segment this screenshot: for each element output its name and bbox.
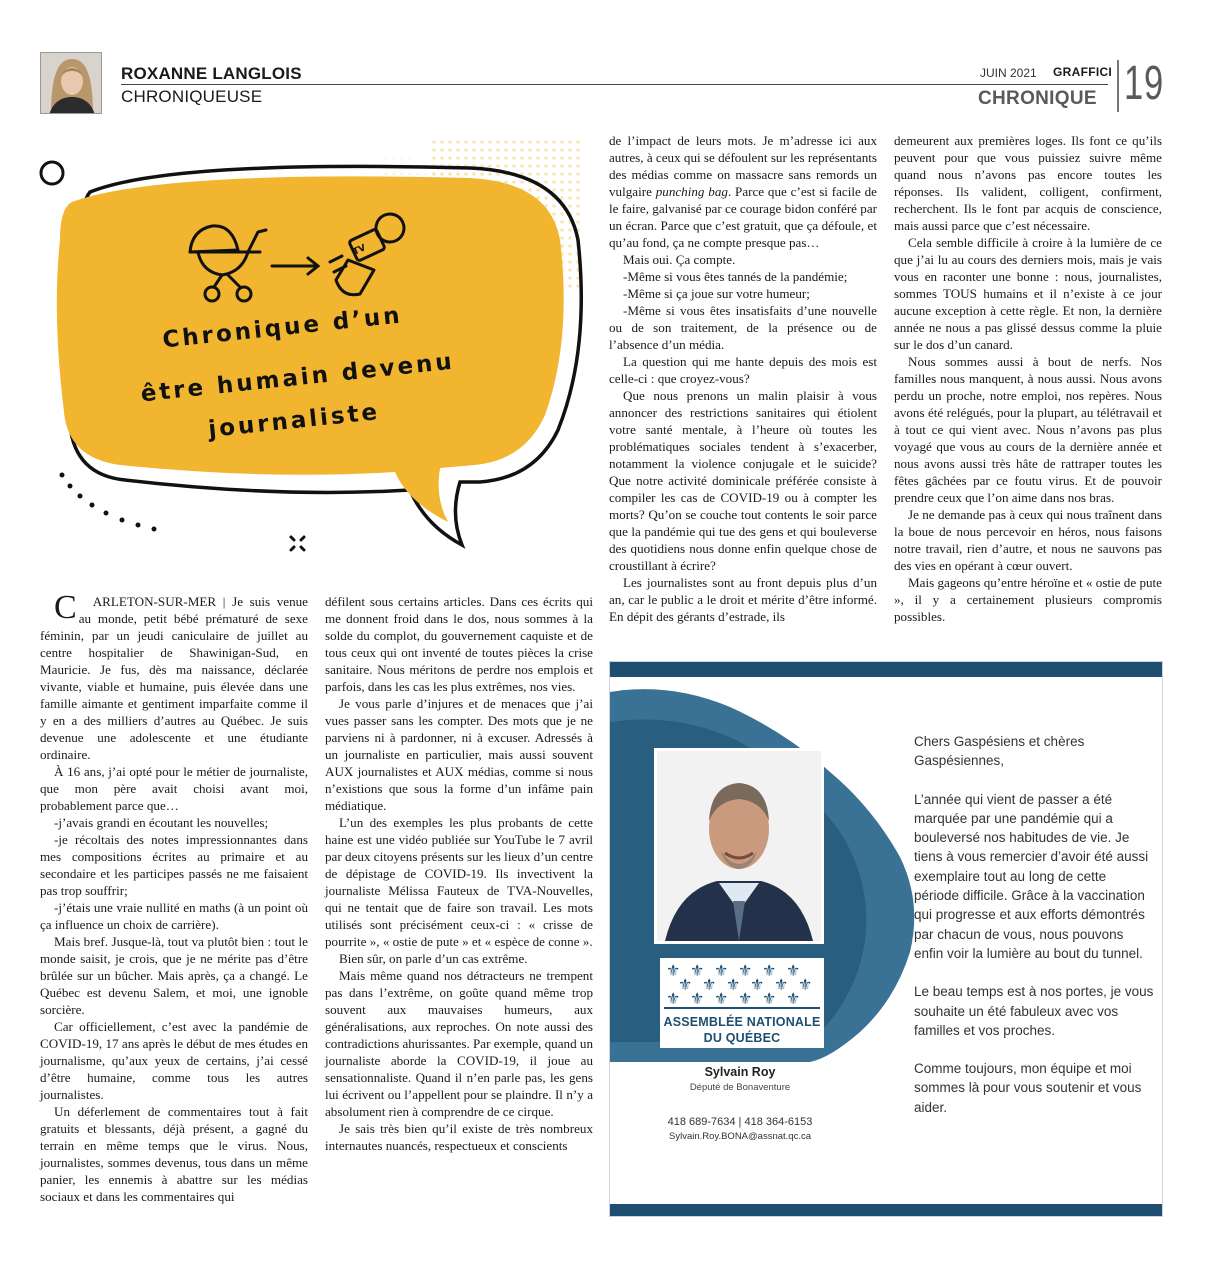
svg-text:⚜: ⚜: [714, 961, 729, 980]
dateline: ARLETON-SUR-MER |: [92, 594, 233, 609]
ad-message-paragraph: Le beau temps est à nos portes, je vous souhaite un été fabuleux avec vos familles et vos proches.: [914, 984, 1154, 1038]
article-paragraph: L’un des exemples les plus probants de cette haine est une vidéo publiée sur YouTube le 7 avril par deux citoyens présents sur les lieux d’un centre de dépistage de COVID-19. Ils invectivent la journaliste Mélissa Fauteux de TVA-Nouvelles, qui ne tentait que de faire son travail. Les mots utilisés sont précisément ceux-ci : « crisse de pourrite », « ostie de pute » et « espèce de conne ».: [325, 815, 593, 949]
author-name: ROXANNE LANGLOIS: [121, 64, 302, 83]
page-number: 19: [1124, 57, 1164, 110]
article-paragraph: -j’étais une vraie nullité en maths (à un point où ça influence un choix de carrière).: [40, 900, 308, 932]
svg-text:⚜: ⚜: [690, 961, 705, 980]
chronicle-illustration: [30, 130, 600, 570]
article-paragraph: Je sais très bien qu’il existe de très nombreux internautes nuancés, respectueux et conscients: [325, 1121, 593, 1153]
article-column-3: [609, 132, 877, 625]
article-paragraph: Bien sûr, on parle d’un cas extrême.: [339, 951, 528, 966]
speech-bubble-graphic: [30, 130, 600, 570]
assembly-logo: [660, 958, 824, 1048]
svg-text:⚜: ⚜: [702, 975, 717, 994]
svg-text:⚜: ⚜: [690, 989, 705, 1008]
article-paragraph: de l’impact de leurs mots. Je m’adresse ici aux autres, à ceux qui se défoulent sur les représentants des médias comme on massacre sans remords un vulgaire punching bag. Parce que c’est si facile de le faire, galvanisé par ce courage bidon conféré par un écran. Parce que c’est gratuit, que ça défoule, et qu’au fond, ça ne compte presque pas…: [609, 133, 877, 250]
assembly-name-line2: DU QUÉBEC: [703, 1031, 781, 1045]
article-paragraph: Je vous parle d’injures et de menaces que j’ai vues passer sans les compter. Des mots que je ne parviens ni à pardonner, ni à excuser. Adressés à un journaliste en particulier, mais aussi souvent AUX journalistes et AUX médias, comme si nous n’existions que sous la forme d’un infâme pain médiatique.: [325, 696, 593, 813]
svg-text:⚜: ⚜: [750, 975, 765, 994]
tv-label: TV: [351, 243, 368, 258]
article-paragraph: Mais même quand nos détracteurs ne trempent pas dans l’extrême, on goûte quand même trop souvent aux mauvaises humeurs, aux généralisations, aux reproches. On note aussi des contradictions ahurissantes. Par exemple, quand un journaliste aborde la COVID-19, il joue au sensationnaliste. Quand il n’en parle pas, les gens lui écrivent ou l’appellent pour se plaindre. Il n’y a absolument rien à comprendre de ce cirque.: [325, 968, 593, 1119]
svg-text:⚜: ⚜: [774, 975, 789, 994]
article-paragraph: Je ne demande pas à ceux qui nous traînent dans la boue de nous percevoir en héros, nous faisons notre travail, rien d’autre, et nous ne sauvons pas des vies en opérant à cœur ouvert.: [894, 507, 1162, 573]
article-column-1: [40, 589, 308, 1205]
illustration-title-line2: être humain devenu: [139, 348, 456, 408]
issue-date: JUIN 2021: [980, 66, 1037, 80]
ad-message: [914, 732, 1154, 1136]
svg-text:⚜: ⚜: [714, 989, 729, 1008]
article-paragraph: Car officiellement, c’est avec la pandémie de COVID-19, 17 ans après le début de mes études en journalisme, qu’aux yeux de certains, j’ai cessé d’être humaine, comme tous les autres journalistes.: [40, 1019, 308, 1102]
article-paragraph: La question qui me hante depuis des mois est celle-ci : que croyez-vous?: [609, 354, 877, 386]
article-column-4: [894, 132, 1162, 625]
page-header: [0, 0, 1228, 120]
svg-text:⚜: ⚜: [666, 989, 681, 1008]
article-paragraph: demeurent aux premières loges. Ils font ce qu’ils peuvent pour que vous puissiez suivre même quand nous n’avons pas encore toutes les réponses. Ils valident, colligent, confirment, recherchent. Ils le font par acquis de conscience, mais aussi parce que c’est nécessaire.: [894, 133, 1162, 233]
svg-text:⚜: ⚜: [678, 975, 693, 994]
mna-portrait: [654, 748, 824, 944]
svg-text:⚜: ⚜: [726, 975, 741, 994]
article-paragraph: -je récoltais des notes impressionnantes dans mes compositions écrites au primaire et au secondaire et les participes passés ne me faisaient pas trop souffrir;: [40, 832, 308, 898]
drop-cap: C: [54, 589, 77, 626]
section-label: CHRONIQUE: [978, 88, 1097, 109]
article-paragraph: Mais gageons qu’entre héroïne et « ostie de pute », il y a certainement plusieurs compromis possibles.: [894, 575, 1162, 624]
svg-text:⚜: ⚜: [786, 961, 801, 980]
fleur-de-lis-pattern: [660, 958, 824, 1010]
mna-email: Sylvain.Roy.BONA@assnat.qc.ca: [669, 1131, 811, 1142]
article-paragraph: C ARLETON-SUR-MER | Je suis venue au monde, petit bébé prématuré de sexe féminin, par un jeudi caniculaire de juillet au centre hospitalier de Shawinigan-Sud, en Mauricie. Je fus, dès ma naissance, déclarée vivante, viable et humaine, puis élevée dans une famille aimante et gentiment imparfaite comme il y en a des milliers d’autres au Québec. Je suis devenue une adolescente et une étudiante ordinaire.: [40, 589, 308, 762]
svg-text:⚜: ⚜: [666, 961, 681, 980]
article-paragraph: Les journalistes sont au front depuis plus d’un an, car le public a le droit et mérite d’être informé. En dépit des gérants d’estrade, ils: [609, 575, 877, 624]
ad-message-paragraph: Comme toujours, mon équipe et moi sommes là pour vous soutenir et vous aider.: [914, 1061, 1142, 1115]
article-paragraph: Cela semble difficile à croire à la lumière de ce que j’ai lu au cours des derniers mois, mais je vais vous en raconter une bonne : nous, journalistes, sommes TOUS humains et il n’existe à ce jour aucune exception à cette règle. Et non, la dernière année ne nous a pas glissé dessus comme la pluie sur le dos d’un canard.: [894, 235, 1162, 352]
author-role: CHRONIQUEUSE: [121, 87, 263, 106]
mna-phone-numbers: 418 689-7634 | 418 364-6153: [667, 1116, 813, 1128]
svg-text:⚜: ⚜: [738, 989, 753, 1008]
article-column-2: [325, 593, 593, 1154]
ad-bottom-bar: [610, 1204, 1162, 1216]
mna-title: Député de Bonaventure: [689, 1082, 791, 1093]
svg-text:⚜: ⚜: [798, 975, 813, 994]
svg-text:⚜: ⚜: [738, 961, 753, 980]
illustration-title-line1: Chronique d’un: [161, 302, 404, 354]
article-paragraph: [40, 1103, 308, 1205]
article-paragraph: Nous sommes aussi à bout de nerfs. Nos familles nous manquent, à nous aussi. Nous avons perdu un proche, notre emploi, nos repères. Nous avons été relégués, pour la plupart, au télétravail et à tout ce qui vient avec. Nous n’avons pas plus voyagé que vous au cours de la dernière année et nous avons aussi très hâte de rattraper toutes les fêtes gâchées par ce foutu virus. Et de pouvoir prendre ceux que l’on aime dans nos bras.: [894, 354, 1162, 505]
svg-text:⚜: ⚜: [762, 961, 777, 980]
article-paragraph: -Même si vous êtes insatisfaits d’une nouvelle ou de son traitement, de la présence ou de l’absence d’un média.: [609, 303, 877, 352]
article-paragraph: -j’avais grandi en écoutant les nouvelles;: [54, 815, 269, 830]
article-paragraph: -Même si ça joue sur votre humeur;: [623, 286, 810, 301]
illustration-title-line3: journaliste: [207, 399, 382, 443]
article-paragraph: Mais bref. Jusque-là, tout va plutôt bien : tout le monde saisit, je crois, que je ne mérite pas d’être brûlée sur un bûcher. Mais après, ça a changé. Le Québec est devenu Salem, et moi, une ignoble sorcière.: [40, 934, 308, 1017]
article-paragraph: -Même si vous êtes tannés de la pandémie;: [623, 269, 848, 284]
assembly-name-line1: ASSEMBLÉE NATIONALE: [663, 1015, 821, 1029]
article-paragraph: Mais oui. Ça compte.: [623, 252, 736, 267]
header-rule: [121, 84, 1108, 85]
mna-advertisement: [609, 661, 1163, 1217]
mna-name: Sylvain Roy: [704, 1065, 776, 1079]
article-paragraph: Que nous prenons un malin plaisir à vous annoncer des restrictions sanitaires qui étiolent votre santé mentale, à l’heure où toutes les problématiques sociales tendent à s’exacerber, notamment la violence conjugale et le suicide? Que notre activité dominicale préférée consiste à compiler les cas de COVID-19 ou à compter les morts? Qu’on se couche tout contents le soir parce que la pandémie qui tue des gens et qui bouleverse des quotidiens nous donne enfin quelque chose de croustillant à écrire?: [609, 388, 877, 573]
ad-top-bar: [610, 662, 1162, 677]
ad-message-paragraph: Chers Gaspésiens et chères Gaspésiennes,: [914, 734, 1085, 769]
svg-text:⚜: ⚜: [762, 989, 777, 1008]
paragraph-part: Un déferlement de commentaires tout à fait gratuits et blessants, déjà présent, a gagné du terrain en même temps que le virus. Nous, journalistes, sommes devenus, tous dans un même panier, les ennemis à abattre sur les médias sociaux et dans les commentaires qui: [40, 1104, 308, 1204]
svg-text:⚜: ⚜: [786, 989, 801, 1008]
author-photo: [40, 52, 102, 114]
page-number-divider: [1117, 60, 1119, 112]
article-paragraph: défilent sous certains articles. Dans ces écrits qui me donnent froid dans le dos, nous sommes à la solde du complot, du gouvernement caquiste et de tous ceux qui ont inventé de toutes pièces la crise sanitaire. Nous méritons de perdre nos emplois et parfois, dans les cas les plus extrêmes, nos vies.: [325, 594, 593, 694]
ad-message-paragraph: L’année qui vient de passer a été marquée par une pandémie qui a bouleversé nos habitudes de vie. Je tiens à vous remercier d’avoir été aussi exemplaire tout au long de cette période difficile. Grâce à la vaccination qui progresse et aux efforts démontrés par chacun de vous, nous pouvons enfin voir la lumière au bout du tunnel.: [914, 791, 1149, 961]
article-paragraph: À 16 ans, j’ai opté pour le métier de journaliste, que mon père avait choisi avant moi, probablement parce que…: [40, 764, 308, 813]
publication-name: GRAFFICI: [1053, 65, 1113, 79]
